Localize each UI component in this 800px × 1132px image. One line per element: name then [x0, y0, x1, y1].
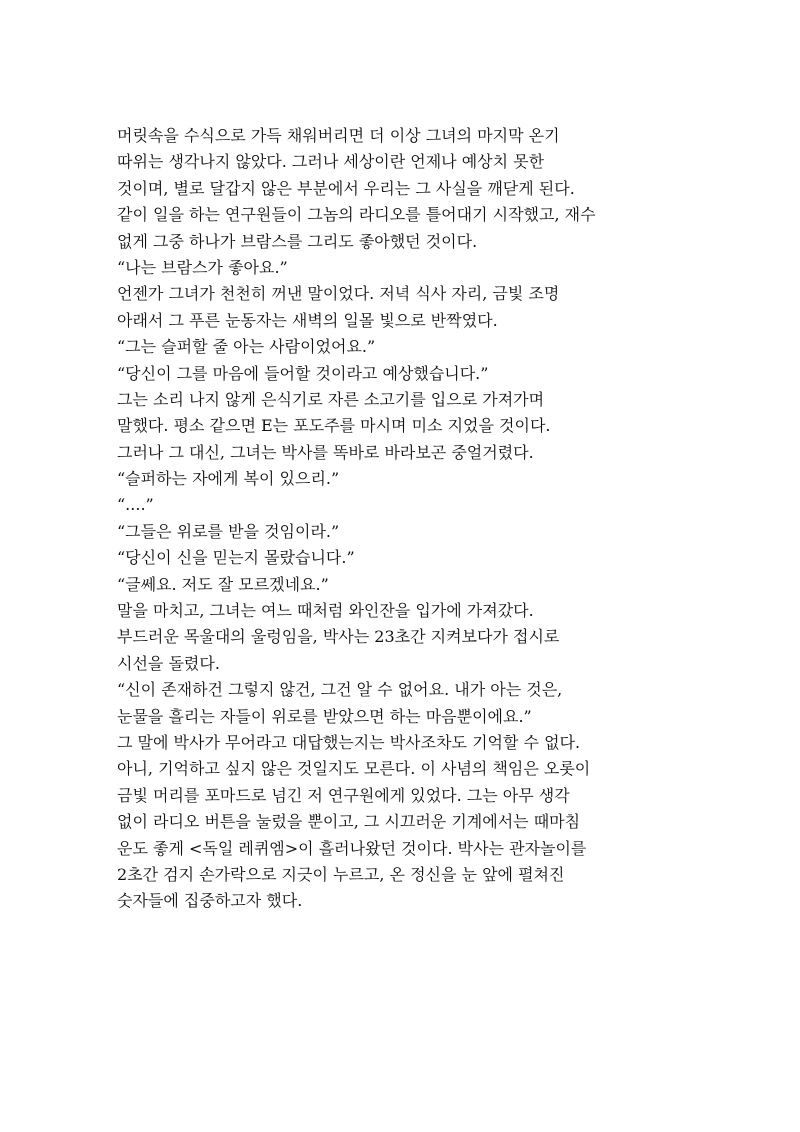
text-line: “신이 존재하건 그렇지 않건, 그건 알 수 없어요. 내가 아는 것은,	[117, 680, 563, 700]
text-line: “....”	[117, 495, 154, 515]
text-line: 말했다. 평소 같으면 E는 포도주를 마시며 미소 지었을 것이다.	[117, 416, 551, 436]
text-line: 2초간 검지 손가락으로 지긋이 누르고, 온 정신을 눈 앞에 펼쳐진	[117, 864, 565, 884]
text-line: 없이 라디오 버튼을 눌렀을 뿐이고, 그 시끄러운 기계에서는 때마침	[117, 812, 581, 832]
text-line: 머릿속을 수식으로 가득 채워버리면 더 이상 그녀의 마지막 온기	[117, 126, 560, 145]
text-line: 아니, 기억하고 싶지 않은 것일지도 모른다. 이 사념의 책임은 오롯이	[117, 759, 591, 779]
text-line: 없게 그중 하나가 브람스를 그리도 좋아했던 것이다.	[117, 231, 478, 251]
text-line: 눈물을 흘리는 자들이 위로를 받았으면 하는 마음뿐이에요.”	[117, 706, 532, 726]
text-line: 시선을 돌렸다.	[117, 653, 220, 673]
text-line: 따위는 생각나지 않았다. 그러나 세상이란 언제나 예상치 못한	[117, 152, 545, 172]
text-line: 숫자들에 집중하고자 했다.	[117, 891, 303, 911]
text-line: 운도 좋게 <독일 레퀴엠>이 흘러나왔던 것이다. 박사는 관자놀이를	[117, 838, 587, 858]
text-line: 같이 일을 하는 연구원들이 그놈의 라디오를 틀어대기 시작했고, 재수	[117, 205, 596, 225]
text-line: 아래서 그 푸른 눈동자는 새벽의 일몰 빛으로 반짝였다.	[117, 310, 498, 330]
text-line: 말을 마치고, 그녀는 여느 때처럼 와인잔을 입가에 가져갔다.	[117, 601, 534, 621]
text-line: “글쎄요. 저도 잘 모르겠네요.”	[117, 574, 329, 594]
text-line: 금빛 머리를 포마드로 넘긴 저 연구원에게 있었다. 그는 아무 생각	[117, 785, 570, 805]
text-line: 그는 소리 나지 않게 은식기로 자른 소고기를 입으로 가져가며	[117, 389, 545, 409]
text-line: 것이며, 별로 달갑지 않은 부분에서 우리는 그 사실을 깨닫게 된다.	[117, 178, 575, 198]
text-line: 언젠가 그녀가 천천히 꺼낸 말이었다. 저녁 식사 자리, 금빛 조명	[117, 284, 560, 304]
text-line: “나는 브람스가 좋아요.”	[117, 257, 288, 277]
text-line: 그러나 그 대신, 그녀는 박사를 똑바로 바라보곤 중얼거렸다.	[117, 442, 534, 462]
text-line: “당신이 신을 믿는지 몰랐습니다.”	[117, 548, 355, 568]
text-line: 부드러운 목울대의 울렁임을, 박사는 23초간 지켜보다가 접시로	[117, 627, 560, 647]
body-text	[117, 123, 717, 915]
text-line: “그들은 위로를 받을 것임이라.”	[117, 521, 340, 541]
text-line: “슬퍼하는 자에게 복이 있으리.”	[117, 469, 340, 489]
text-line: “당신이 그를 마음에 들어할 것이라고 예상했습니다.”	[117, 363, 489, 383]
text-line: “그는 슬퍼할 줄 아는 사람이었어요.”	[117, 337, 376, 357]
text-line: 그 말에 박사가 무어라고 대답했는지는 박사조차도 기억할 수 없다.	[117, 732, 581, 752]
